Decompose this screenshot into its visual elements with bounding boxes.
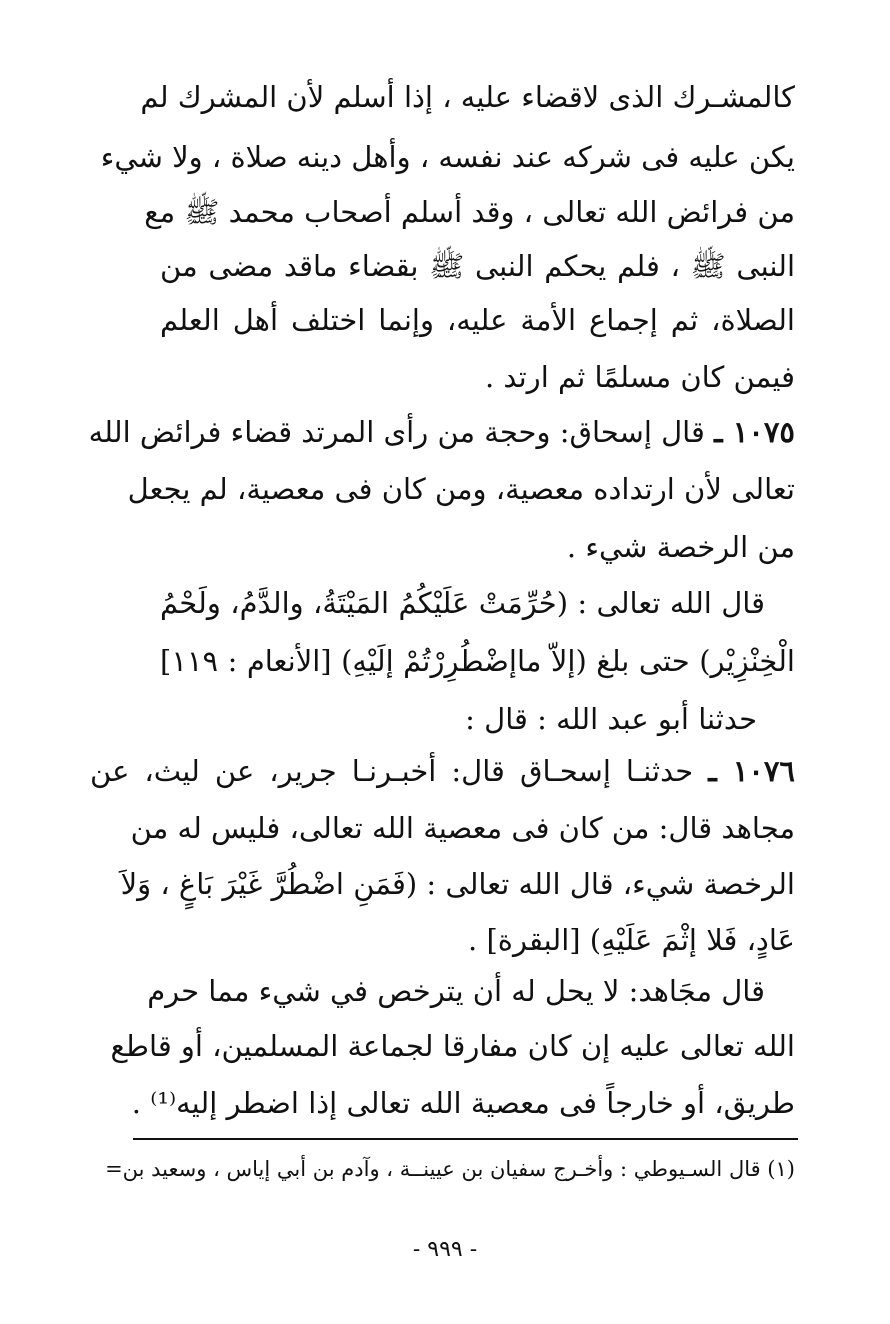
quote-text: قال الله تعالى : (حُرِّمَتْ عَلَيْكُمُ المَيْتَةُ، والدَّمُ، ولَحْمُ — [160, 586, 765, 620]
paragraph-line — [147, 971, 795, 1011]
page-number: - ٩٩٩ - — [412, 1237, 478, 1262]
paragraph-line: تعالى لأن ارتداده معصية، ومن كان فى معصية، لم يجعل — [127, 472, 795, 506]
entry-1075-first-line — [90, 412, 795, 452]
paragraph-line: الله تعالى عليه إن كان مفارقا لجماعة المسلمين، أو قاطع — [110, 1029, 795, 1063]
quote-text: حدثنا أبو عبد الله : قال : — [465, 702, 757, 736]
paragraph-line: الصلاة، ثم إجماع الأمة عليه، وإنما اختلف أهل العلم — [160, 303, 795, 337]
footnote: (١) قال السـيوطي : وأخـرج سفيان بن عيينــة ، وآدم بن أبي إياس ، وسعيد بن= — [105, 1157, 795, 1181]
paragraph-line: من الرخصة شيء . — [566, 530, 795, 564]
paragraph-line: طريق، أو خارجاً فى معصية الله تعالى إذا اضطر إليه⁽¹⁾ . — [131, 1086, 795, 1120]
entry-text: قال إسحاق: وحجة من رأى المرتد قضاء فرائض الله — [88, 415, 705, 449]
paragraph-line: فيمن كان مسلمًا ثم ارتد . — [484, 360, 795, 394]
paragraph-text: قال مجَاهد: لا يحل له أن يترخص في شيء مما حرم — [147, 974, 765, 1008]
entry-number: ١٠٧٦ ـ — [708, 754, 795, 788]
paragraph-line: عَادٍ، فَلا إثْمَ عَلَيْهِ) [البقرة] . — [468, 923, 795, 957]
entry-1076-first-line — [90, 751, 795, 791]
paragraph-line: النبى ﷺ ، فلم يحكم النبى ﷺ بقضاء ماقد مضى من — [160, 249, 795, 283]
paragraph-line: الرخصة شيء، قال الله تعالى : (فَمَنِ اضْطُرَّ غَيْرَ بَاغٍ ، وَلاَ — [120, 867, 795, 901]
quote-line — [160, 583, 795, 623]
paragraph-line: يكن عليه فى شركه عند نفسه ، وأهل دينه صلاة ، ولا شيء — [100, 140, 795, 174]
entry-text: حدثنـا إسحـاق قال: أخبـرنـا جرير، عن ليث، عن — [90, 754, 694, 788]
footnote-divider — [133, 1138, 798, 1140]
quote-line: الْخِنْزِيْر) حتى بلغ (إلاّ ماإضْطُرِرْتُمْ إلَيْهِ) [الأنعام : ١١٩] — [160, 644, 795, 678]
paragraph-line: مجاهد قال: من كان فى معصية الله تعالى، فليس له من — [130, 811, 795, 845]
paragraph-line: من فرائض الله تعالى ، وقد أسلم أصحاب محمد ﷺ مع — [144, 195, 795, 229]
quote-line — [160, 699, 795, 739]
paragraph-line: كالمشـرك الذى لاقضاء عليه ، إذا أسلم لأن المشرك لم — [140, 80, 795, 114]
entry-number: ١٠٧٥ ـ — [714, 415, 795, 449]
